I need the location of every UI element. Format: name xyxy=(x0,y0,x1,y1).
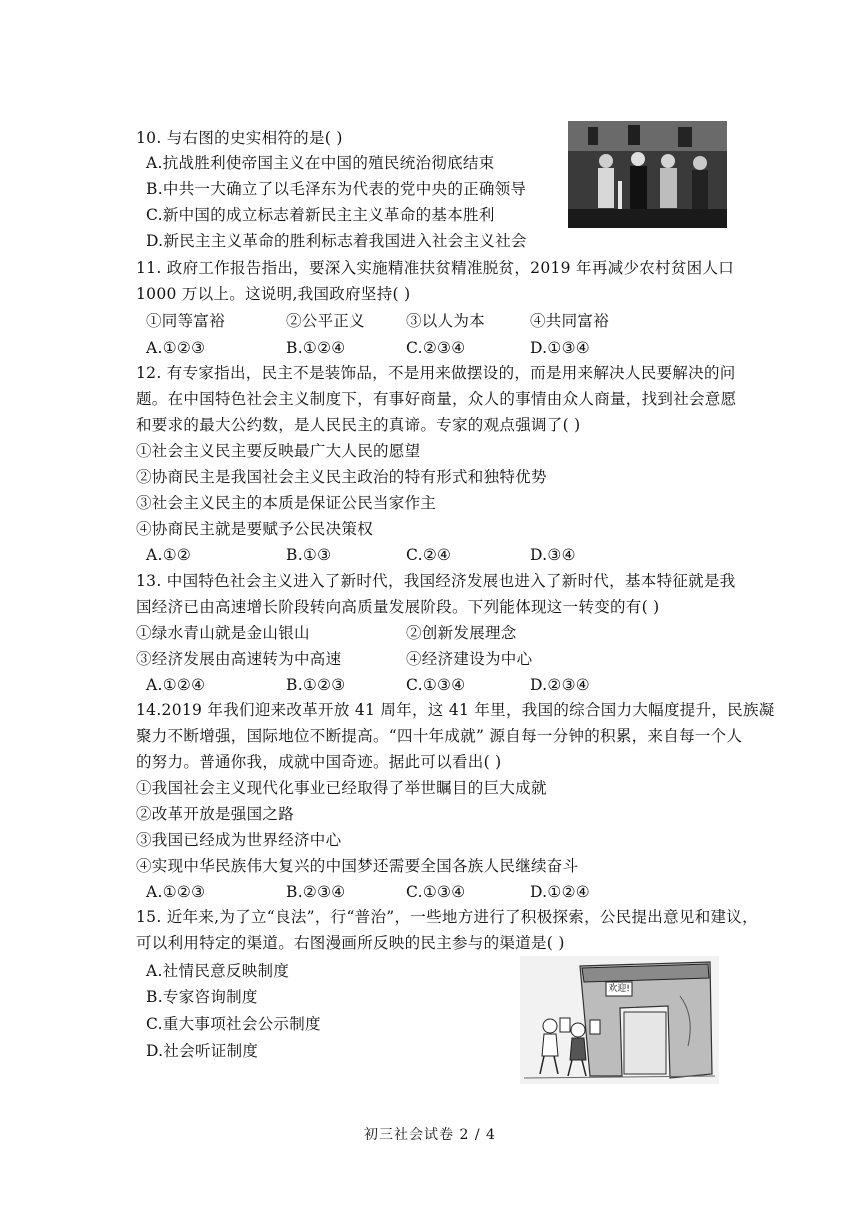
q14-item-3: ③我国已经成为世界经济中心 xyxy=(136,831,342,849)
q14-stem-line3: 的努力。普通你我，成就中国奇迹。据此可以看出( ) xyxy=(136,753,502,771)
q13-choice-d: D.②③④ xyxy=(530,676,590,694)
q12-item-1: ①社会主义民主要反映最广大人民的愿望 xyxy=(136,442,421,460)
q13-choice-c: C.①③④ xyxy=(406,676,466,694)
q10-option-c: C.新中国的成立标志着新民主主义革命的基本胜利 xyxy=(146,206,495,224)
q11-item-2: ②公平正义 xyxy=(286,312,366,330)
q14-stem-line2: 聚力不断增强，国际地位不断提高。“四十年成就” 源自每一分钟的积累，来自每一个人 xyxy=(136,727,743,745)
q12-stem-line2: 题。在中国特色社会主义制度下，有事好商量，众人的事情由众人商量，找到社会意愿 xyxy=(136,390,737,408)
q12-item-4: ④协商民主就是要赋予公民决策权 xyxy=(136,520,374,538)
q14-item-2: ②改革开放是强国之路 xyxy=(136,805,295,823)
q13-item-3: ③经济发展由高速转为中高速 xyxy=(136,650,342,668)
q13-choice-a: A.①②④ xyxy=(146,676,206,694)
q13-item-1: ①绿水青山就是金山银山 xyxy=(136,624,310,642)
q14-choice-d: D.①②④ xyxy=(530,883,590,901)
q11-choice-d: D.①③④ xyxy=(530,339,590,357)
q13-item-2: ②创新发展理念 xyxy=(406,624,517,642)
q11-item-3: ③以人为本 xyxy=(406,312,486,330)
q11-stem-line2: 1000 万以上。这说明,我国政府坚持( ) xyxy=(136,285,411,303)
cartoon-sign-text: 欢迎! xyxy=(608,984,630,994)
q15-stem-line1: 15. 近年来,为了立“良法”，行“普治”，一些地方进行了积极探索，公民提出意见和建议， xyxy=(136,908,758,926)
q15-option-c: C.重大事项社会公示制度 xyxy=(146,1015,321,1033)
q15-stem-line2: 可以利用特定的渠道。右图漫画所反映的民主参与的渠道是( ) xyxy=(136,934,565,952)
q13-item-4: ④经济建设为中心 xyxy=(406,650,533,668)
q11-choice-c: C.②③④ xyxy=(406,339,466,357)
q11-choice-b: B.①②④ xyxy=(286,339,346,357)
q11-item-1: ①同等富裕 xyxy=(146,312,226,330)
history-photo xyxy=(568,121,727,228)
q10-option-a: A.抗战胜利使帝国主义在中国的殖民统治彻底结束 xyxy=(146,154,495,172)
q12-item-3: ③社会主义民主的本质是保证公民当家作主 xyxy=(136,494,437,512)
q13-stem-line2: 国经济已由高速增长阶段转向高质量发展阶段。下列能体现这一转变的有( ) xyxy=(136,598,660,616)
q10-stem: 10. 与右图的史实相符的是( ) xyxy=(136,129,343,147)
q15-option-a: A.社情民意反映制度 xyxy=(146,962,290,980)
q14-choice-c: C.①③④ xyxy=(406,883,466,901)
q12-choice-b: B.①③ xyxy=(286,546,332,564)
q11-stem-line1: 11. 政府工作报告指出，要深入实施精准扶贫精准脱贫，2019 年再减少农村贫困人口 xyxy=(136,259,735,277)
democracy-cartoon xyxy=(520,956,719,1084)
q11-item-4: ④共同富裕 xyxy=(530,312,610,330)
page-footer: 初三社会试卷 2 / 4 xyxy=(364,1127,496,1143)
q14-choice-b: B.②③④ xyxy=(286,883,346,901)
q12-item-2: ②协商民主是我国社会主义民主政治的特有形式和独特优势 xyxy=(136,468,547,486)
q11-choice-a: A.①②③ xyxy=(146,339,206,357)
q14-stem-line1: 14.2019 年我们迎来改革开放 41 周年，这 41 年里，我国的综合国力大幅度提升，民族凝 xyxy=(136,701,775,719)
q10-option-b: B.中共一大确立了以毛泽东为代表的党中央的正确领导 xyxy=(146,180,527,198)
q14-choice-a: A.①②③ xyxy=(146,883,206,901)
q13-stem-line1: 13. 中国特色社会主义进入了新时代，我国经济发展也进入了新时代，基本特征就是我 xyxy=(136,572,736,590)
cartoon-drawing xyxy=(520,956,719,1084)
q14-item-1: ①我国社会主义现代化事业已经取得了举世瞩目的巨大成就 xyxy=(136,779,547,797)
q12-choice-a: A.①② xyxy=(146,546,192,564)
q13-choice-b: B.①②③ xyxy=(286,676,346,694)
history-photo-image xyxy=(568,121,727,228)
q15-option-d: D.社会听证制度 xyxy=(146,1042,259,1060)
q14-item-4: ④实现中华民族伟大复兴的中国梦还需要全国各族人民继续奋斗 xyxy=(136,857,579,875)
q12-stem-line3: 和要求的最大公约数，是人民民主的真谛。专家的观点强调了( ) xyxy=(136,416,581,434)
q12-choice-c: C.②④ xyxy=(406,546,452,564)
q10-option-d: D.新民主主义革命的胜利标志着我国进入社会主义社会 xyxy=(146,232,527,250)
q15-option-b: B.专家咨询制度 xyxy=(146,988,258,1006)
q12-stem-line1: 12. 有专家指出，民主不是装饰品，不是用来做摆设的，而是用来解决人民要解决的问 xyxy=(136,364,736,382)
q12-choice-d: D.③④ xyxy=(530,546,576,564)
